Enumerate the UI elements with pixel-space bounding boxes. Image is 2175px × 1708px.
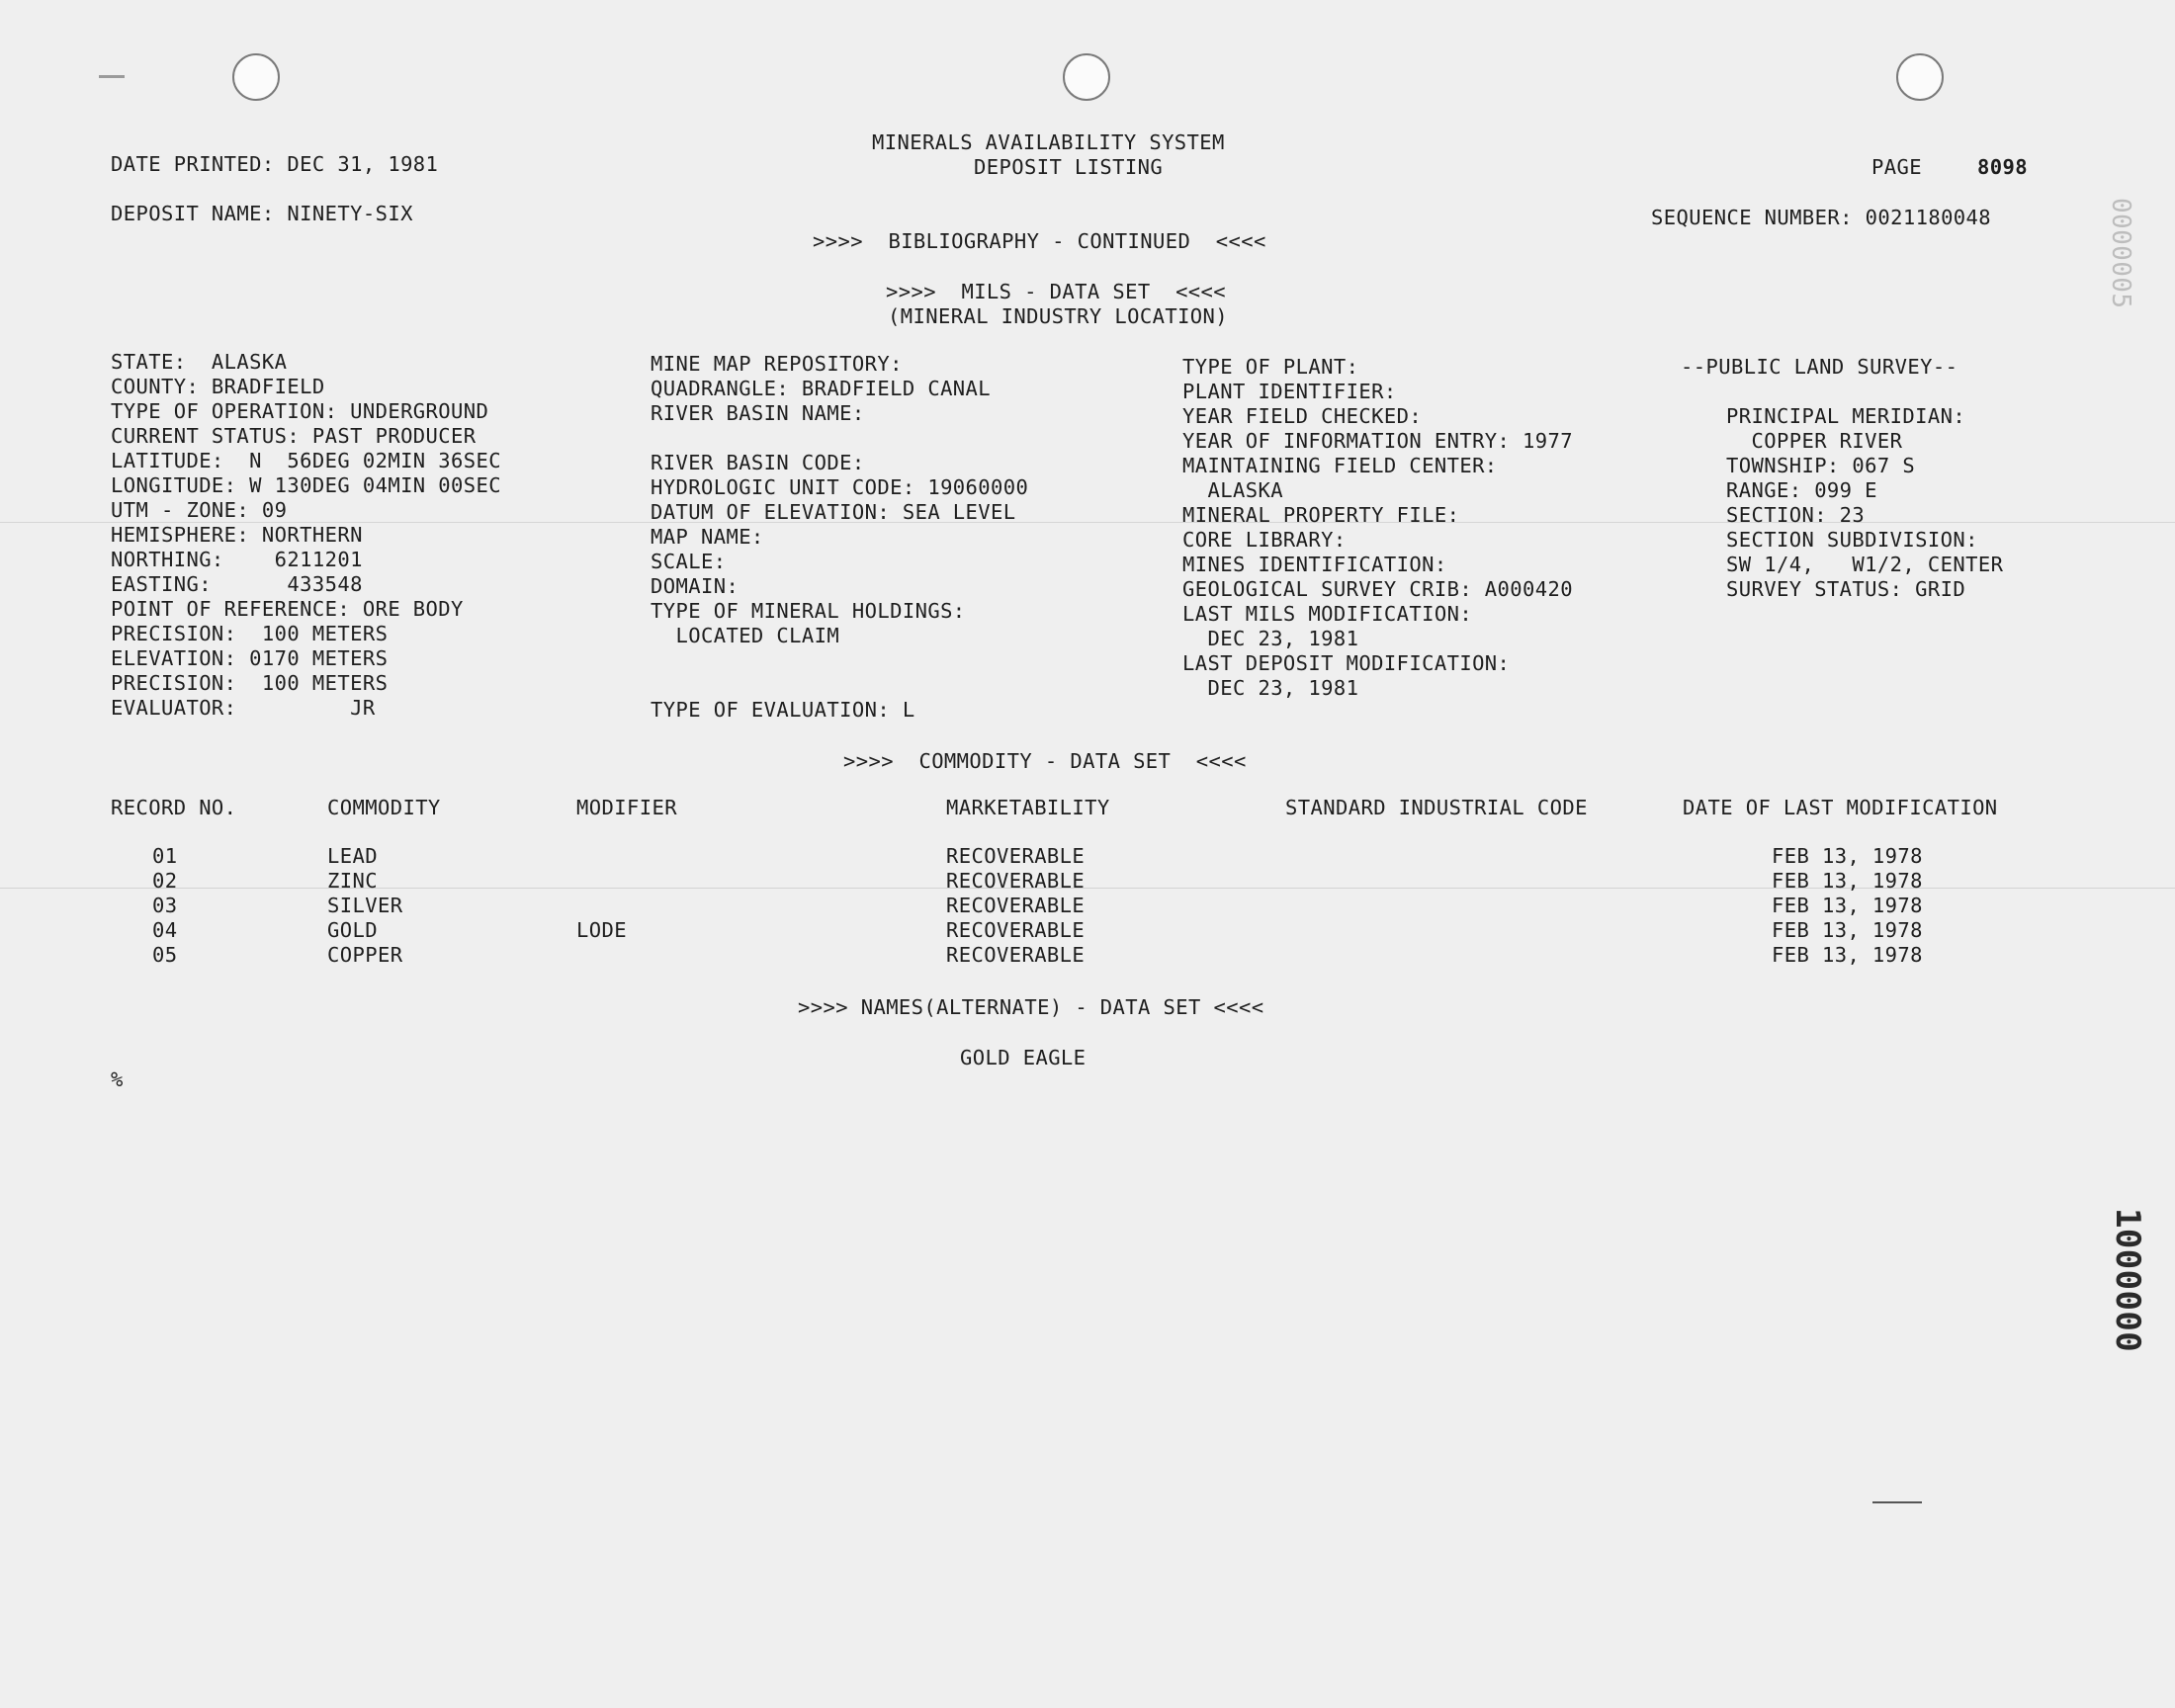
- field-line: LOCATED CLAIM: [651, 624, 840, 647]
- cell-date: FEB 13, 1978: [1772, 918, 1923, 942]
- plant-column: [1182, 355, 1573, 701]
- date-printed: DATE PRINTED: DEC 31, 1981: [111, 152, 439, 176]
- cell-commodity: LEAD: [327, 844, 378, 868]
- field-line: EVALUATOR: JR: [111, 696, 376, 720]
- field-line: DOMAIN:: [651, 574, 740, 598]
- field-line: TYPE OF PLANT:: [1182, 355, 1359, 379]
- cell-marketability: RECOVERABLE: [946, 869, 1086, 893]
- field-line: --PUBLIC LAND SURVEY--: [1681, 355, 1958, 379]
- field-line: UTM - ZONE: 09: [111, 498, 288, 522]
- field-line: ALASKA: [1182, 478, 1283, 502]
- field-line: DEC 23, 1981: [1182, 676, 1359, 700]
- field-line: MINE MAP REPOSITORY:: [651, 352, 903, 376]
- field-line: DATUM OF ELEVATION: SEA LEVEL: [651, 500, 1016, 524]
- field-line: QUADRANGLE: BRADFIELD CANAL: [651, 377, 992, 400]
- field-line: COUNTY: BRADFIELD: [111, 375, 325, 398]
- cell-commodity: ZINC: [327, 869, 378, 893]
- field-line: TYPE OF OPERATION: UNDERGROUND: [111, 399, 489, 423]
- mils-header: >>>> MILS - DATA SET <<<<: [886, 280, 1227, 303]
- field-line: [1681, 380, 2003, 404]
- field-line: CORE LIBRARY:: [1182, 528, 1347, 552]
- field-line: PRECISION: 100 METERS: [111, 622, 389, 645]
- header-sic: STANDARD INDUSTRIAL CODE: [1285, 796, 1588, 819]
- field-line: SECTION: 23: [1726, 503, 1866, 527]
- field-line: RANGE: 099 E: [1726, 478, 1877, 502]
- field-line: SURVEY STATUS: GRID: [1726, 577, 1966, 601]
- field-line: RIVER BASIN NAME:: [651, 401, 865, 425]
- field-line: CURRENT STATUS: PAST PRODUCER: [111, 424, 477, 448]
- cell-marketability: RECOVERABLE: [946, 844, 1086, 868]
- field-line: DEC 23, 1981: [1182, 627, 1359, 650]
- field-line: GEOLOGICAL SURVEY CRIB: A000420: [1182, 577, 1574, 601]
- land-survey-column: [1681, 355, 2003, 602]
- cell-commodity: SILVER: [327, 894, 403, 917]
- header-marketability: MARKETABILITY: [946, 796, 1110, 819]
- punch-hole-left: [232, 53, 280, 101]
- cell-marketability: RECOVERABLE: [946, 943, 1086, 967]
- field-line: PRINCIPAL MERIDIAN:: [1726, 404, 1966, 428]
- punch-hole-center: [1063, 53, 1110, 101]
- commodity-header: >>>> COMMODITY - DATA SET <<<<: [843, 749, 1247, 773]
- mils-subheader: (MINERAL INDUSTRY LOCATION): [888, 304, 1229, 328]
- field-line: SW 1/4, W1/2, CENTER: [1726, 553, 2004, 576]
- cell-date: FEB 13, 1978: [1772, 943, 1923, 967]
- commodity-table-header: [0, 796, 2175, 820]
- end-marker: %: [111, 1068, 124, 1091]
- field-line: MINERAL PROPERTY FILE:: [1182, 503, 1460, 527]
- field-line: LAST DEPOSIT MODIFICATION:: [1182, 651, 1511, 675]
- map-column: [651, 352, 1028, 723]
- table-row: [0, 918, 2175, 943]
- field-line: HEMISPHERE: NORTHERN: [111, 523, 363, 547]
- punch-hole-right: [1896, 53, 1944, 101]
- field-line: MINES IDENTIFICATION:: [1182, 553, 1447, 576]
- field-line: NORTHING: 6211201: [111, 548, 363, 571]
- cell-record: 04: [152, 918, 178, 942]
- field-line: RIVER BASIN CODE:: [651, 451, 865, 474]
- field-line: PRECISION: 100 METERS: [111, 671, 389, 695]
- field-line: EASTING: 433548: [111, 572, 363, 596]
- scan-mark: [1872, 1501, 1922, 1503]
- header-record: RECORD NO.: [111, 796, 237, 819]
- field-line: MAP NAME:: [651, 525, 764, 549]
- bibliography-header: >>>> BIBLIOGRAPHY - CONTINUED <<<<: [813, 229, 1266, 253]
- cell-record: 01: [152, 844, 178, 868]
- cell-commodity: COPPER: [327, 943, 403, 967]
- field-line: LAST MILS MODIFICATION:: [1182, 602, 1473, 626]
- header-commodity: COMMODITY: [327, 796, 441, 819]
- field-line: YEAR OF INFORMATION ENTRY: 1977: [1182, 429, 1574, 453]
- field-line: PLANT IDENTIFIER:: [1182, 380, 1397, 403]
- sequence-number: SEQUENCE NUMBER: 0021180048: [1651, 206, 1992, 229]
- deposit-name: DEPOSIT NAME: NINETY-SIX: [111, 202, 413, 225]
- header-date: DATE OF LAST MODIFICATION: [1683, 796, 1998, 819]
- field-line: MAINTAINING FIELD CENTER:: [1182, 454, 1498, 477]
- field-line: SECTION SUBDIVISION:: [1726, 528, 1978, 552]
- cell-commodity: GOLD: [327, 918, 378, 942]
- field-line: LONGITUDE: W 130DEG 04MIN 00SEC: [111, 473, 502, 497]
- header-modifier: MODIFIER: [576, 796, 677, 819]
- page-number: 8098: [1977, 155, 2028, 179]
- field-line: [651, 648, 1028, 673]
- cell-date: FEB 13, 1978: [1772, 894, 1923, 917]
- alternate-name: GOLD EAGLE: [960, 1046, 1087, 1069]
- field-line: SCALE:: [651, 550, 727, 573]
- page-label: PAGE: [1871, 155, 1922, 179]
- field-line: TOWNSHIP: 067 S: [1726, 454, 1916, 477]
- cell-record: 05: [152, 943, 178, 967]
- field-line: ELEVATION: 0170 METERS: [111, 646, 389, 670]
- cell-marketability: RECOVERABLE: [946, 894, 1086, 917]
- cell-record: 02: [152, 869, 178, 893]
- field-line: [651, 673, 1028, 698]
- location-column: [111, 350, 501, 721]
- table-row: [0, 869, 2175, 894]
- field-line: YEAR FIELD CHECKED:: [1182, 404, 1423, 428]
- table-row: [0, 844, 2175, 869]
- field-line: TYPE OF EVALUATION: L: [651, 698, 915, 722]
- scan-mark: [99, 75, 125, 78]
- field-line: HYDROLOGIC UNIT CODE: 19060000: [651, 475, 1029, 499]
- names-header: >>>> NAMES(ALTERNATE) - DATA SET <<<<: [798, 995, 1264, 1019]
- cell-record: 03: [152, 894, 178, 917]
- cell-modifier: LODE: [576, 918, 627, 942]
- cell-marketability: RECOVERABLE: [946, 918, 1086, 942]
- frame-stamp-bottom: 1000000: [2108, 1208, 2147, 1353]
- cell-date: FEB 13, 1978: [1772, 869, 1923, 893]
- frame-stamp-top: 0000005: [2106, 198, 2135, 309]
- field-line: LATITUDE: N 56DEG 02MIN 36SEC: [111, 449, 502, 472]
- field-line: [651, 426, 1028, 451]
- listing-title: DEPOSIT LISTING: [974, 155, 1164, 179]
- field-line: POINT OF REFERENCE: ORE BODY: [111, 597, 464, 621]
- field-line: STATE: ALASKA: [111, 350, 288, 374]
- cell-date: FEB 13, 1978: [1772, 844, 1923, 868]
- field-line: TYPE OF MINERAL HOLDINGS:: [651, 599, 966, 623]
- system-title: MINERALS AVAILABILITY SYSTEM: [872, 130, 1225, 154]
- field-line: COPPER RIVER: [1726, 429, 1903, 453]
- table-row: [0, 894, 2175, 918]
- table-row: [0, 943, 2175, 968]
